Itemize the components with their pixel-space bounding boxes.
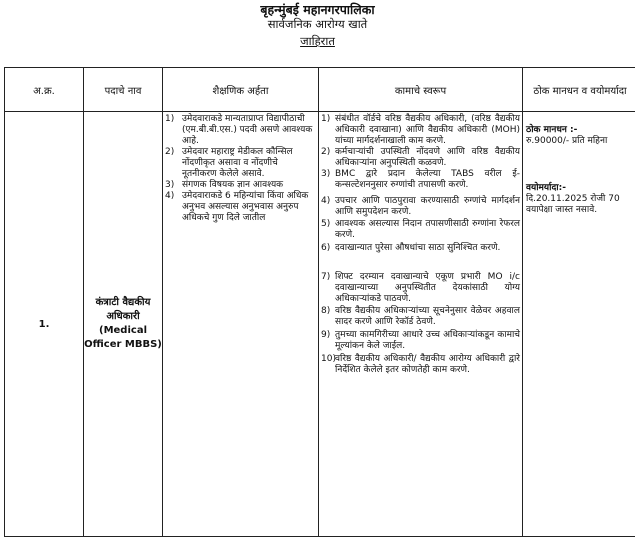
table-row	[5, 112, 635, 537]
header-notice: जाहिरात	[0, 34, 635, 49]
duty-item	[321, 330, 520, 352]
column-header-qualification: शैक्षणिक अर्हता	[163, 68, 319, 112]
qualifications-list	[163, 112, 318, 224]
duty-item-text: दवाखान्यात पुरेसा औषधांचा साठा सुनिश्चित करणे.	[335, 243, 520, 254]
qualification-item-number: 3)	[165, 180, 182, 191]
duty-item-text: तुमच्या कामगिरीच्या आधारे उच्च अधिकाऱ्यांकडून कामाचे मूल्यांकन केले जाईल.	[335, 330, 520, 352]
duty-item-text: उपचार आणि पाठपुरावा करण्यासाठी रुग्णांचे मार्गदर्शन आणि समुपदेशन करणे.	[335, 196, 520, 218]
qualification-item	[165, 180, 315, 191]
column-header-pay-age: ठोक मानधन व वयोमर्यादा	[523, 68, 635, 112]
age-label: वयोमर्यादा:-	[526, 183, 634, 194]
duty-item-number: 2)	[321, 147, 335, 169]
qualification-item-number: 2)	[165, 147, 182, 180]
pay-label: ठोक मानधन :-	[526, 125, 634, 136]
qualification-item-text: उमेदवार महाराष्ट्र मेडीकल कौन्सिल नोंदणीकृत असावा व नोंदणीचे नूतनीकरण केलेले असावे.	[182, 147, 315, 180]
duty-item-number: 6)	[321, 243, 335, 254]
duties-cell	[319, 112, 523, 537]
duty-item-number: 10)	[321, 354, 335, 376]
qualifications-cell	[163, 112, 319, 537]
duty-item-text: संबंधीत वॉर्डचे वरिष्ठ वैद्यकीय अधिकारी, (वरिष्ठ वैद्यकीय अधिकारी दवाखाना) आणि वैद्यकीय अधिकारी (MOH) यांच्या मार्गदर्शनाखाली काम करणे.	[335, 114, 520, 147]
duty-item	[321, 272, 520, 305]
qualification-item-text: संगणक विषयक ज्ञान आवश्यक	[182, 180, 315, 191]
duty-item-number: 8)	[321, 306, 335, 328]
post-name-cell	[84, 112, 163, 537]
duty-item-number: 4)	[321, 196, 335, 218]
duty-item	[321, 306, 520, 328]
duty-item	[321, 114, 520, 147]
recruitment-table	[4, 67, 635, 537]
qualification-item	[165, 147, 315, 180]
age-value: दि.20.11.2025 रोजी 70 वयापेक्षा जास्त नसावे.	[526, 194, 634, 216]
duty-item-text: शिफ्ट दरम्यान दवाखान्याचे एकूण प्रभारी MO i/c दवाखान्याच्या अनुपस्थितीत देयकांसाठी योग्य अधिकाऱ्यांकडे पाठवणे.	[335, 272, 520, 305]
duty-item	[321, 219, 520, 241]
table-header-row	[5, 68, 635, 112]
duty-item-number: 9)	[321, 330, 335, 352]
header-department: सार्वजनिक आरोग्य खाते	[0, 17, 635, 32]
post-name-marathi: कंत्राटी वैद्यकीय अधिकारी	[84, 296, 162, 324]
duty-item-text: वरिष्ठ वैद्यकीय अधिकारी/ वैद्यकीय आरोग्य अधिकारी द्वारे निर्देशित केलेले इतर कोणतेही काम करणे.	[335, 354, 520, 376]
pay-age-cell	[523, 112, 635, 537]
header-title: बृहन्मुंबई महानगरपालिका	[0, 1, 635, 18]
duty-item-text: कर्मचाऱ्यांची उपस्थिती नोंदवणे आणि वरिष्ठ वैद्यकीय अधिकाऱ्यांना अनुपस्थिती कळवणे.	[335, 147, 520, 169]
duties-list	[319, 112, 522, 376]
duty-item-text: BMC द्वारे प्रदान केलेल्या TABS वरील ई-कन्सल्टेशननुसार रुग्णांची तपासणी करणे.	[335, 169, 520, 191]
column-header-post: पदाचे नाव	[84, 68, 163, 112]
column-header-sr: अ.क्र.	[5, 68, 84, 112]
duty-item	[321, 196, 520, 218]
duty-item-number: 7)	[321, 272, 335, 305]
qualification-item-number: 4)	[165, 191, 182, 224]
qualification-item	[165, 191, 315, 224]
duty-item-number: 1)	[321, 114, 335, 147]
qualification-item-text: उमेदवाराकडे मान्यताप्राप्त विद्यापीठाची (एम.बी.बी.एस.) पदवी असणे आवश्यक आहे.	[182, 114, 315, 147]
duty-item-text: वरिष्ठ वैद्यकीय अधिकाऱ्यांच्या सूचनेनुसार वेळेवर अहवाल सादर करणे आणि रेकॉर्ड ठेवणे.	[335, 306, 520, 328]
sr-number: 1.	[5, 112, 84, 537]
duty-item-text: आवश्यक असल्यास निदान तपासणीसाठी रुग्णांना रेफरल करणे.	[335, 219, 520, 241]
duty-item-number: 3)	[321, 169, 335, 191]
duty-item-number: 5)	[321, 219, 335, 241]
qualification-item-number: 1)	[165, 114, 182, 147]
duty-item	[321, 147, 520, 169]
qualification-item-text: उमेदवाराकडे 6 महिन्यांचा किंवा अधिक अनुभव असल्यास अनुभवास अनुरुप अधिकचे गुण दिले जातील	[182, 191, 315, 224]
duty-item	[321, 243, 520, 254]
post-name-english: (Medical Officer MBBS)	[84, 324, 162, 352]
qualification-item	[165, 114, 315, 147]
duty-item	[321, 354, 520, 376]
pay-value: रु.90000/- प्रति महिना	[526, 136, 634, 147]
duty-item	[321, 169, 520, 191]
column-header-duties: कामाचे स्वरूप	[319, 68, 523, 112]
